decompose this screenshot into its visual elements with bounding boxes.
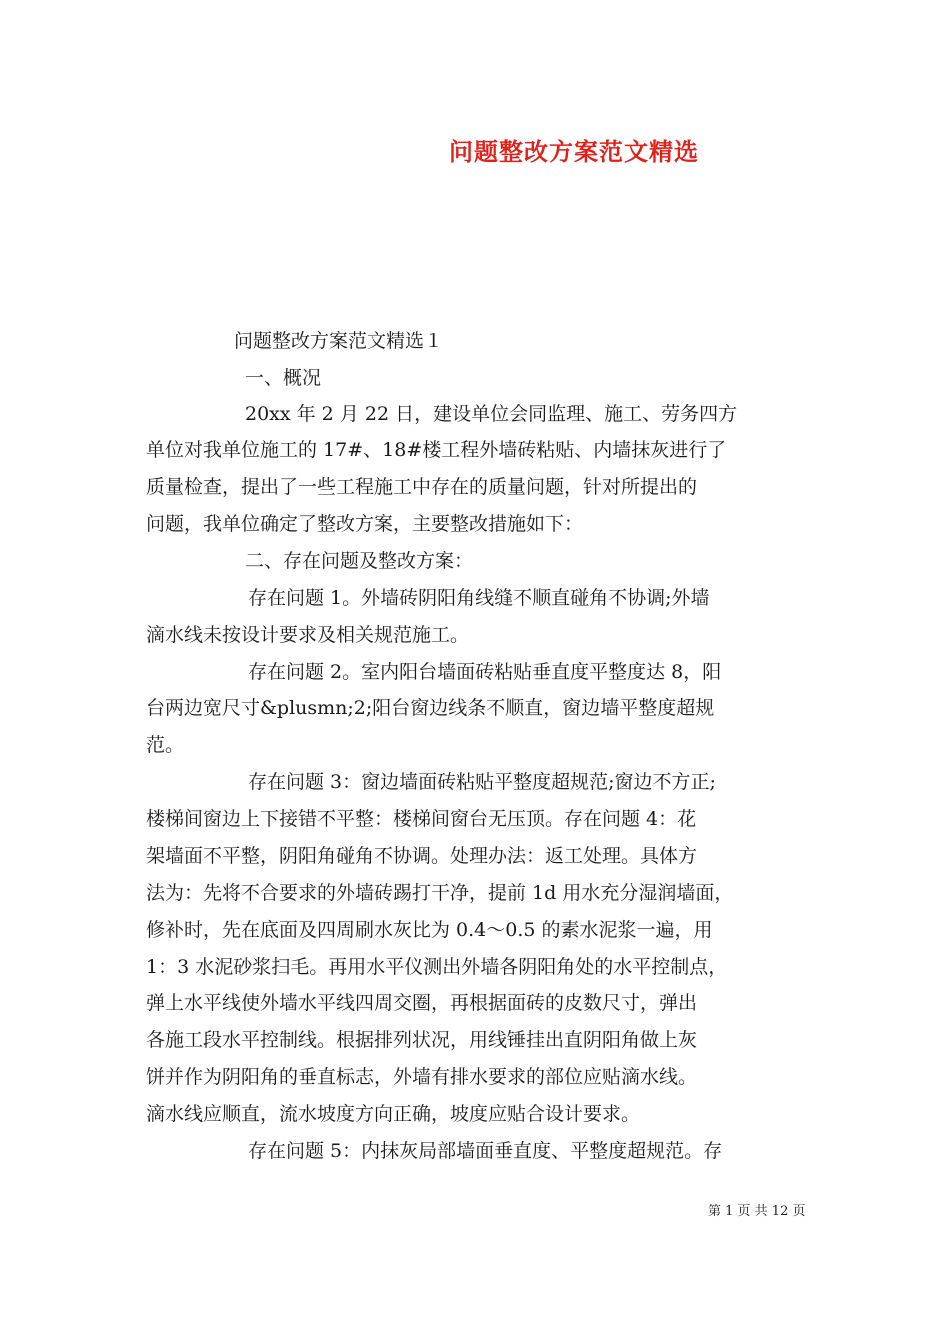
paragraph-line: 1：3 水泥砂浆扫毛。再用水平仪测出外墙各阴阳角处的水平控制点， [146,956,728,978]
paragraph-line: 存在问题 2。室内阳台墙面砖粘贴垂直度平整度达 8，阳 [248,661,722,683]
section-heading: 问题整改方案范文精选１ [234,330,444,352]
paragraph-line: 存在问题 3：窗边墙面砖粘贴平整度超规范;窗边不方正; [248,771,716,793]
paragraph-line: 单位对我单位施工的 17#、18#楼工程外墙砖粘贴、内墙抹灰进行了 [146,439,727,461]
paragraph-line: 存在问题 1。外墙砖阴阳角线缝不顺直碰角不协调;外墙 [248,587,710,609]
paragraph-line: 范。 [146,734,185,756]
paragraph-line: 问题，我单位确定了整改方案，主要整改措施如下： [146,513,584,535]
document-title: 问题整改方案范文精选 [449,137,699,166]
paragraph-line: 质量检查，提出了一些工程施工中存在的质量问题，针对所提出的 [146,476,698,498]
paragraph-line: 存在问题 5：内抹灰局部墙面垂直度、平整度超规范。存 [248,1140,723,1162]
paragraph-line: 修补时，先在底面及四周刷水灰比为 0.4～0.5 的素水泥浆一遍，用 [146,919,713,941]
paragraph-line: 架墙面不平整，阴阳角碰角不协调。处理办法：返工处理。具体方 [146,845,698,867]
paragraph-line: 法为：先将不合要求的外墙砖踢打干净，提前 1d 用水充分湿润墙面， [146,882,734,904]
paragraph-line: 饼并作为阴阳角的垂直标志，外墙有排水要求的部位应贴滴水线。 [146,1066,698,1088]
paragraph-line: 弹上水平线使外墙水平线四周交圈，再根据面砖的皮数尺寸，弹出 [146,992,698,1014]
subsection-heading: 一、概况 [245,367,322,389]
page-number-footer: 第 1 页 共 12 页 [708,1204,806,1219]
paragraph-line: 滴水线未按设计要求及相关规范施工。 [146,624,470,646]
subsection-heading: 二、存在问题及整改方案： [245,550,474,572]
paragraph-line: 台两边宽尺寸&plusmn;2;阳台窗边线条不顺直，窗边墙平整度超规 [146,697,715,719]
paragraph-line: 楼梯间窗边上下接错不平整：楼梯间窗台无压顶。存在问题 4：花 [146,808,697,830]
paragraph-line: 各施工段水平控制线。根据排列状况，用线锤挂出直阴阳角做上灰 [146,1029,698,1051]
paragraph-line: 滴水线应顺直，流水坡度方向正确，坡度应贴合设计要求。 [146,1103,641,1125]
paragraph-line: 20xx 年 2 月 22 日，建设单位会同监理、施工、劳务四方 [245,403,738,425]
